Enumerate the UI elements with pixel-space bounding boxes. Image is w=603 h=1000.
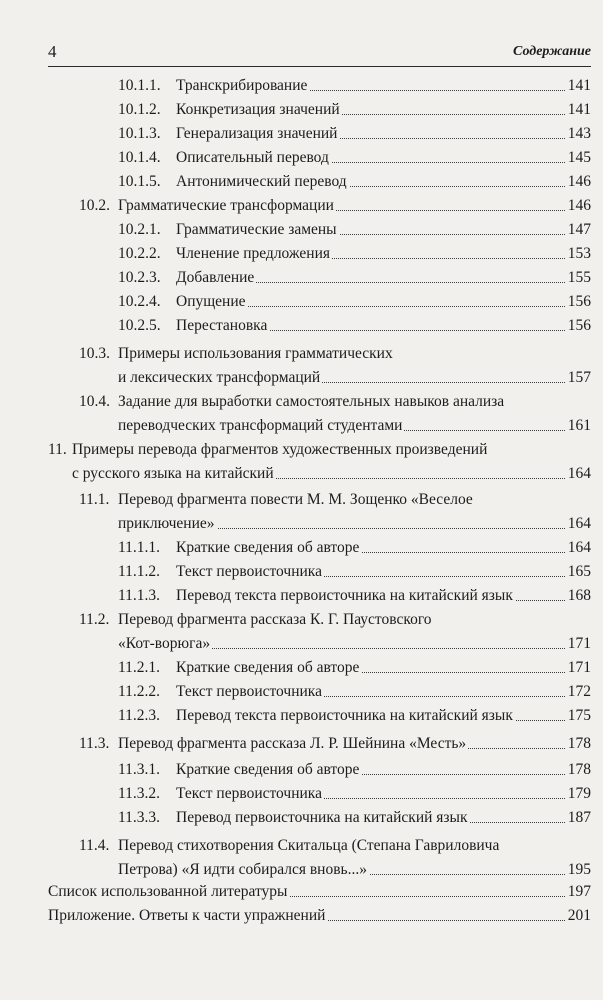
toc-entry-leader-line [118, 366, 591, 390]
toc-entry-number: 10.2.2. [118, 245, 161, 262]
toc-entry-leader-line [176, 656, 591, 680]
toc-entry[interactable] [0, 122, 603, 146]
toc-entry-leader-line [176, 146, 591, 170]
toc-entry-leader-line [176, 782, 591, 806]
toc-entry-title-continued: «Кот-ворюга» [118, 632, 212, 656]
toc-entry[interactable] [0, 342, 603, 390]
toc-entry-leader-line [176, 218, 591, 242]
toc-entry-title-continued: с русского языка на китайский [72, 462, 276, 486]
toc-entry-title: Краткие сведения об авторе [176, 758, 361, 782]
toc-entry-title: Перевод первоисточника на китайский язык [176, 806, 469, 830]
toc-entry-title: Приложение. Ответы к части упражнений [48, 904, 327, 928]
toc-entry-number: 11.3.3. [118, 809, 161, 826]
toc-entry-title: Перестановка [176, 314, 269, 338]
toc-entry-number: 10.2.1. [118, 221, 161, 238]
toc-entry-leader-line [176, 758, 591, 782]
toc-entry-title: Антонимический перевод [176, 170, 349, 194]
toc-page-number[interactable]: 161 [566, 414, 591, 438]
toc-entry-title: Краткие сведения об авторе [176, 656, 361, 680]
toc-entry[interactable] [0, 218, 603, 242]
toc-entry-title: Конкретизация значений [176, 98, 342, 122]
toc-entry[interactable] [0, 98, 603, 122]
toc-entry[interactable] [0, 74, 603, 98]
toc-entry-number: 10.4. [79, 393, 110, 410]
toc-entry-leader-line [118, 414, 591, 438]
toc-entry[interactable] [0, 880, 603, 904]
toc-entry-leader-line [118, 632, 591, 656]
toc-page-number[interactable]: 175 [566, 704, 591, 728]
toc-entry-title: Задание для выработки самостоятельных навыков анализа [118, 393, 505, 410]
toc-entry-title: Текст первоисточника [176, 680, 324, 704]
toc-entry[interactable] [0, 536, 603, 560]
toc-entry[interactable] [0, 438, 603, 486]
toc-entry-number: 11.2.3. [118, 707, 161, 724]
toc-entry-title: Добавление [176, 266, 256, 290]
toc-page-number[interactable]: 156 [566, 314, 591, 338]
toc-page-number[interactable]: 171 [566, 632, 591, 656]
toc-entry-number: 11.3.2. [118, 785, 161, 802]
toc-entry-title: Текст первоисточника [176, 782, 324, 806]
toc-entry-title-continued: Петрова) «Я идти собирался вновь...» [118, 858, 369, 882]
toc-entry-title: Перевод фрагмента повести М. М. Зощенко «Веселое [118, 491, 473, 508]
toc-entry-leader-line [118, 858, 591, 882]
toc-entry[interactable] [0, 242, 603, 266]
toc-entry-title: Перевод стихотворения Скитальца (Степана Гавриловича [118, 837, 500, 854]
toc-entry-title: Генерализация значений [176, 122, 339, 146]
toc-page-number[interactable]: 157 [566, 366, 591, 390]
toc-entry-title: Грамматические трансформации [118, 194, 336, 218]
toc-entry[interactable] [0, 904, 603, 928]
toc-entry-number: 10.2. [79, 197, 110, 214]
toc-entry-number: 10.2.4. [118, 293, 161, 310]
toc-entry-number: 10.3. [79, 345, 110, 362]
toc-entry-title: Опущение [176, 290, 248, 314]
toc-page-number[interactable]: 195 [566, 858, 591, 882]
toc-page-number[interactable]: 147 [566, 218, 591, 242]
running-head: Содержание [513, 44, 591, 59]
toc-entry[interactable] [0, 290, 603, 314]
toc-entry-title-continued: переводческих трансформаций студентами [118, 414, 404, 438]
toc-entry[interactable] [0, 170, 603, 194]
toc-entry-leader-line [176, 314, 591, 338]
toc-entry[interactable] [0, 488, 603, 536]
toc-entry-title: Текст первоисточника [176, 560, 324, 584]
toc-page-number[interactable]: 164 [566, 512, 591, 536]
toc-entry-title: Список использованной литературы [48, 880, 289, 904]
toc-entry-title: Грамматические замены [176, 218, 339, 242]
toc-entry-leader-line [176, 74, 591, 98]
toc-entry-leader-line [48, 880, 591, 904]
toc-entry[interactable] [0, 314, 603, 338]
toc-entry-title: Перевод фрагмента рассказа К. Г. Паустовского [118, 611, 432, 628]
toc-entry[interactable] [0, 680, 603, 704]
toc-entry-number: 10.1.2. [118, 101, 161, 118]
toc-page-number[interactable]: 178 [566, 732, 591, 756]
toc-entry-leader-line [176, 122, 591, 146]
toc-page-number[interactable]: 145 [566, 146, 591, 170]
toc-entry-leader-line [176, 584, 591, 608]
toc-entry[interactable] [0, 390, 603, 438]
toc-entry-leader-line [176, 680, 591, 704]
toc-entry[interactable] [0, 560, 603, 584]
toc-entry[interactable] [0, 732, 603, 756]
toc-entry-leader-line [176, 266, 591, 290]
toc-page-number[interactable]: 146 [566, 194, 591, 218]
toc-entry-leader-line [176, 242, 591, 266]
toc-entry[interactable] [0, 194, 603, 218]
toc-entry-number: 11.1.1. [118, 539, 161, 556]
toc-entry-title: Примеры использования грамматических [118, 345, 393, 362]
toc-entry[interactable] [0, 266, 603, 290]
toc-entry-number: 10.2.3. [118, 269, 161, 286]
toc-page-number[interactable]: 172 [566, 680, 591, 704]
toc-page-number[interactable]: 168 [566, 584, 591, 608]
toc-entry-number: 11.4. [79, 837, 110, 854]
toc-page-number[interactable]: 201 [566, 904, 591, 928]
toc-page-number[interactable]: 178 [566, 758, 591, 782]
toc-page-number[interactable]: 164 [566, 462, 591, 486]
toc-entry-leader-line [118, 512, 591, 536]
toc-entry-number: 10.2.5. [118, 317, 161, 334]
toc-entry-number: 11.1. [79, 491, 110, 508]
toc-entry[interactable] [0, 146, 603, 170]
header-rule [48, 66, 591, 67]
toc-entry-number: 10.1.1. [118, 77, 161, 94]
toc-entry-number: 11.1.2. [118, 563, 161, 580]
toc-entry-leader-line [72, 462, 591, 486]
toc-entry[interactable] [0, 758, 603, 782]
toc-entry-title: Краткие сведения об авторе [176, 536, 361, 560]
toc-page-number[interactable]: 171 [566, 656, 591, 680]
toc-entry-number: 11.2.2. [118, 683, 161, 700]
toc-entry[interactable] [0, 834, 603, 882]
toc-entry-leader-line [176, 704, 591, 728]
toc-entry-leader-line [176, 536, 591, 560]
toc-entry[interactable] [0, 806, 603, 830]
toc-page-number[interactable]: 164 [566, 536, 591, 560]
toc-entry-title: Членение предложения [176, 242, 332, 266]
toc-entry-number: 11.2.1. [118, 659, 161, 676]
toc-entry-title: Перевод фрагмента рассказа Л. Р. Шейнина «Месть» [118, 732, 468, 756]
toc-entry-number: 10.1.3. [118, 125, 161, 142]
toc-page-number[interactable]: 153 [566, 242, 591, 266]
toc-entry-leader-line [118, 732, 591, 756]
toc-page-number[interactable]: 146 [566, 170, 591, 194]
toc-page-number[interactable]: 179 [566, 782, 591, 806]
toc-entry-leader-line [118, 194, 591, 218]
toc-entry-title: Перевод текста первоисточника на китайский язык [176, 704, 515, 728]
toc-entry-title: Описательный перевод [176, 146, 331, 170]
toc-entry[interactable] [0, 704, 603, 728]
toc-entry-title-continued: приключение» [118, 512, 217, 536]
toc-entry-title: Примеры перевода фрагментов художественных произведений [72, 441, 488, 458]
toc-page-number[interactable]: 141 [566, 98, 591, 122]
toc-entry-leader-line [176, 170, 591, 194]
toc-entry-number: 11. [48, 441, 67, 458]
toc-entry[interactable] [0, 608, 603, 656]
toc-entry[interactable] [0, 584, 603, 608]
toc-entry-number: 11.2. [79, 611, 110, 628]
toc-entry-leader-line [176, 290, 591, 314]
page-number: 4 [48, 42, 57, 61]
toc-entry-leader-line [176, 560, 591, 584]
toc-page-number[interactable]: 165 [566, 560, 591, 584]
toc-page-number[interactable]: 187 [566, 806, 591, 830]
toc-page-number[interactable]: 197 [566, 880, 591, 904]
toc-page-number[interactable]: 143 [566, 122, 591, 146]
toc-entry-number: 11.3. [79, 735, 110, 752]
toc-entry-number: 11.1.3. [118, 587, 161, 604]
toc-page-number[interactable]: 155 [566, 266, 591, 290]
toc-entry[interactable] [0, 782, 603, 806]
toc-entry-number: 11.3.1. [118, 761, 161, 778]
toc-entry-number: 10.1.4. [118, 149, 161, 166]
toc-entry-number: 10.1.5. [118, 173, 161, 190]
toc-entry-title: Транскрибирование [176, 74, 309, 98]
toc-entry[interactable] [0, 656, 603, 680]
toc-entry-title-continued: и лексических трансформаций [118, 366, 322, 390]
toc-entry-leader-line [48, 904, 591, 928]
page-header [48, 42, 591, 64]
toc-entry-title: Перевод текста первоисточника на китайский язык [176, 584, 515, 608]
toc-page-number[interactable]: 156 [566, 290, 591, 314]
toc-entry-leader-line [176, 806, 591, 830]
toc-page-number[interactable]: 141 [566, 74, 591, 98]
toc-entry-leader-line [176, 98, 591, 122]
